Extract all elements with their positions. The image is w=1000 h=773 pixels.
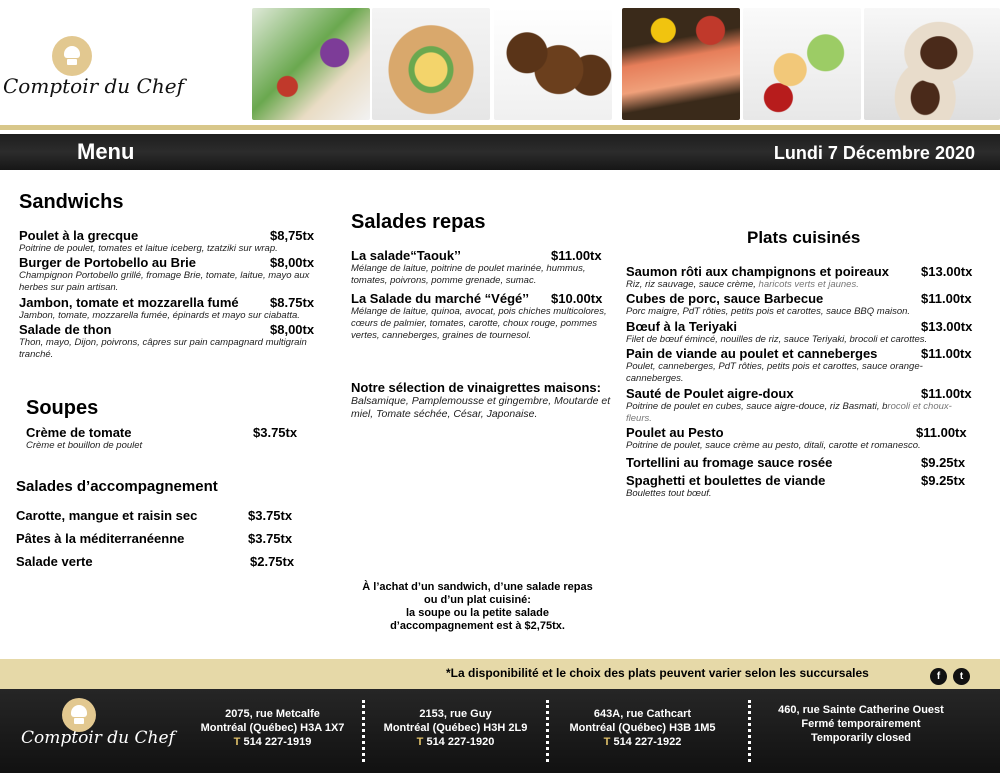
brand-logo-text: Comptoir du Chef [3,74,184,98]
menu-item-name: Pain de viande au poulet et canneberges [626,346,878,361]
location-sainte-catherine [766,703,956,745]
sandwich-photo [372,8,490,120]
salmon-photo [622,8,740,120]
twitter-icon[interactable]: t [953,668,970,685]
phone-number: 514 227-1922 [610,736,682,748]
footer-brand-logo-text: Comptoir du Chef [21,728,175,748]
menu-item-price: $3.75tx [248,508,293,523]
menu-item-name: Sauté de Poulet aigre-doux [626,386,794,401]
wrap-photo [864,8,1000,120]
phone-number: 514 227-1919 [240,736,312,748]
menu-item-description: Mélange de laitue, quinoa, avocat, pois chiches multicolores, cœurs de palmier, tomates, carotte, choux rouge, pommes vertes, canneberges, graines de tournesol. [351,306,607,341]
menu-item-description: Poitrine de poulet, tomates et laitue iceberg, tzatziki sur wrap. [19,243,278,254]
phone-number: 514 227-1920 [423,736,495,748]
menu-item-price: $11.00tx [916,425,967,440]
footer-divider [362,700,365,762]
menu-item-price: $11.00tx [551,248,602,263]
menu-item-price: $8,00tx [270,322,315,337]
menu-item-name: Spaghetti et boulettes de viande [626,473,826,488]
promo-line: ou d’un plat cuisiné: [424,594,531,606]
location-street: 2075, rue Metcalfe [225,708,320,720]
menu-item-name: Salade de thon [19,322,112,337]
menu-item-description [626,279,976,291]
menu-item-description: Poitrine de poulet, sauce crème au pesto, ditali, carotte et romanesco. [626,440,921,451]
chef-hat-logo-icon [52,36,92,76]
menu-item-price: $10.00tx [551,291,603,306]
location-guy [378,707,533,749]
promo-line: À l’achat d’un sandwich, d’une salade repas [362,581,593,593]
location-phone [565,735,720,749]
phone-label: T [416,736,424,748]
menu-item-price: $13.00tx [921,264,973,279]
menu-item-description: Porc maigre, PdT rôties, petits pois et carottes, sauce BBQ maison. [626,306,911,317]
menu-item-price: $9.25tx [921,455,966,470]
description-text: Poitrine de poulet en cubes, sauce aigre-douce, riz Basmati, b [626,401,888,412]
menu-title: Menu [77,139,135,164]
menu-item-price: $11.00tx [921,346,972,361]
menu-item-name: Carotte, mangue et raisin sec [16,508,198,523]
facebook-icon[interactable]: f [930,668,947,685]
menu-item-name: Pâtes à la méditerranéenne [16,531,185,546]
description-text: Riz, riz sauvage, sauce crème, [626,279,756,290]
footer-divider [546,700,549,762]
description-text-faded: rocoli et choux-fleurs. [626,401,952,424]
menu-item-description: Boulettes tout bœuf. [626,488,712,499]
menu-item-price: $8,00tx [270,255,315,270]
promo-line: la soupe ou la petite salade [405,607,550,619]
location-city: Montréal (Québec) H3H 2L9 [383,722,528,734]
location-street: 2153, rue Guy [419,708,492,720]
location-phone [195,735,350,749]
section-title-sandwichs: Sandwichs [19,191,124,213]
menu-item-name: Burger de Portobello au Brie [19,255,196,270]
menu-item-description: Thon, mayo, Dijon, poivrons, câpres sur pain campagnard multigrain tranché. [19,337,307,360]
vinaigrettes-title: Notre sélection de vinaigrettes maisons: [351,380,601,395]
menu-item-description: Mélange de laitue, poitrine de poulet marinée, hummus, tomates, poivrons, pomme grenade, sumac. [351,263,586,286]
menu-item-description: Jambon, tomate, mozzarella fumée, épinards et mayo sur ciabatta. [19,310,300,321]
menu-item-name: La salade“Taouk’’ [351,248,461,263]
location-cathcart [565,707,720,749]
menu-item-price: $9.25tx [921,473,966,488]
menu-item-description: Poulet, canneberges, PdT rôties, petits pois et carottes, sauce orange-canneberges. [626,361,923,384]
phone-label: T [233,736,241,748]
menu-item-name: Poulet au Pesto [626,425,724,440]
location-street: 643A, rue Cathcart [593,708,692,720]
menu-item-price: $13.00tx [921,319,973,334]
footer-divider [748,700,751,762]
promo-note [340,581,615,633]
menu-item-name: Bœuf à la Teriyaki [626,319,738,334]
chef-hat-logo-icon [62,698,96,732]
menu-item-description: Crème et bouillon de poulet [26,440,143,451]
section-title-plats: Plats cuisinés [747,228,861,247]
location-phone [378,735,533,749]
location-city: Montréal (Québec) H3B 1M5 [569,722,716,734]
menu-item-name: Saumon rôti aux champignons et poireaux [626,264,889,279]
description-text-faded: haricots verts et jaunes. [755,279,859,290]
salad-photo [252,8,370,120]
phone-label: T [603,736,611,748]
menu-item-price: $3.75tx [253,425,298,440]
menu-item-description: Champignon Portobello grillé, fromage Brie, tomate, laitue, mayo aux herbes sur pain artisan. [19,270,310,293]
menu-item-name: Cubes de porc, sauce Barbecue [626,291,824,306]
location-status: Fermé temporairement [801,718,921,730]
muffins-photo [494,8,612,120]
vinaigrettes-list: Balsamique, Pamplemousse et gingembre, Moutarde et miel, Tomate séchée, César, Japonaise. [351,395,611,420]
menu-item-name: La Salade du marché “Végé’’ [351,291,529,306]
menu-item-name: Salade verte [16,554,93,569]
section-title-soupes: Soupes [26,397,99,419]
location-city: Montréal (Québec) H3A 1X7 [200,722,345,734]
promo-line: d’accompagnement est à $2,75tx. [390,620,565,632]
menu-item-description: Filet de bœuf émincé, nouilles de riz, sauce Teriyaki, brocoli et carottes. [626,334,928,345]
menu-item-name: Poulet à la grecque [19,228,139,243]
header-divider [0,125,1000,130]
menu-item-price: $11.00tx [921,291,972,306]
menu-item-price: $8,75tx [270,228,315,243]
availability-note: *La disponibilité et le choix des plats peuvent varier selon les succursales [446,666,869,680]
section-title-accompagnement: Salades d’accompagnement [16,478,218,495]
menu-item-name: Jambon, tomate et mozzarella fumé [19,295,239,310]
menu-date: Lundi 7 Décembre 2020 [773,143,975,163]
menu-item-price: $11.00tx [921,386,972,401]
menu-item-name: Crème de tomate [26,425,132,440]
menu-item-price: $8.75tx [270,295,315,310]
location-metcalfe [195,707,350,749]
plate-photo [743,8,861,120]
location-street: 460, rue Sainte Catherine Ouest [778,704,944,716]
menu-item-description [626,401,976,425]
menu-item-name: Tortellini au fromage sauce rosée [626,455,833,470]
menu-item-price: $3.75tx [248,531,293,546]
location-status-en: Temporarily closed [810,732,912,744]
section-title-salades-repas: Salades repas [351,211,486,233]
menu-item-price: $2.75tx [250,554,295,569]
